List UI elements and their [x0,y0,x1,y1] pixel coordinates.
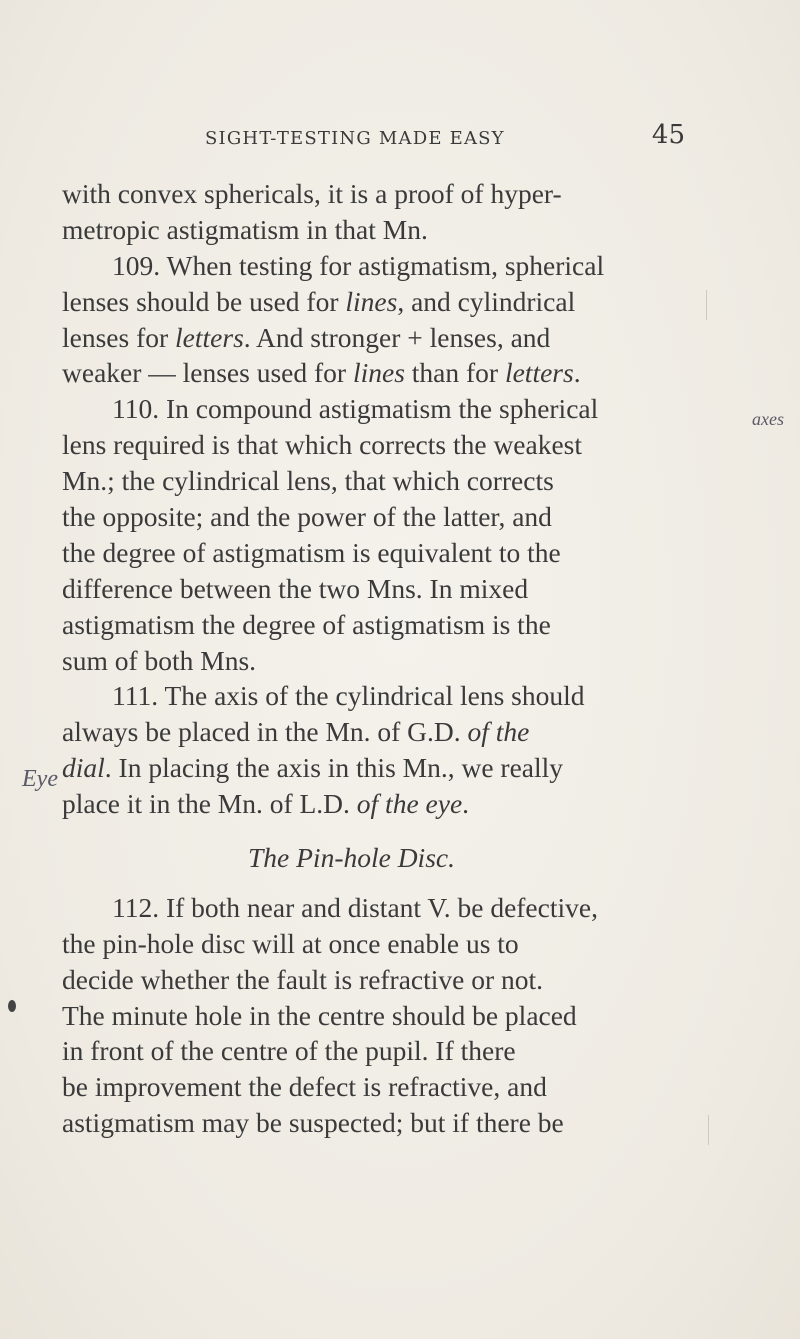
margin-pencil-mark [708,1115,709,1145]
paragraph-110 [62,391,710,678]
text-line: the pin-hole disc will at once enable us to [62,927,519,959]
handwritten-margin-note: Eye [22,766,58,792]
margin-pencil-mark [706,290,707,320]
text-line: metropic astigmatism in that Mn. [62,213,428,245]
text-line: 112. If both near and distant V. be defective, [112,891,598,923]
text-line: decide whether the fault is refractive or not. [62,963,544,995]
text-line: lenses for letters. And stronger + lenses, and [62,321,551,353]
text-line: 111. The axis of the cylindrical lens should [112,680,585,712]
text-line: 110. In compound astigmatism the spherical [112,393,599,425]
text-line: weaker — lenses used for lines than for letters. [62,357,581,389]
text-line: astigmatism the degree of astigmatism is the [62,608,551,640]
text-line: difference between the two Mns. In mixed [62,572,529,604]
page-number: 45 [651,120,685,150]
text-line: lenses should be used for lines, and cylindrical [62,285,576,317]
text-line: sum of both Mns. [62,644,257,676]
page-body [62,176,710,1141]
paragraph-112 [62,890,710,1141]
text-line: always be placed in the Mn. of G.D. of the [62,716,530,748]
text-line: in front of the centre of the pupil. If there [62,1035,516,1067]
text-line: astigmatism may be suspected; but if there be [62,1107,564,1139]
running-head: SIGHT-TESTING MADE EASY [205,128,505,149]
text-line: the opposite; and the power of the latter, and [62,501,552,533]
text-line: 109. When testing for astigmatism, spherical [112,249,605,281]
text-line: Mn.; the cylindrical lens, that which corrects [62,465,554,497]
page-header [205,120,685,156]
text-line: with convex sphericals, it is a proof of hyper- [62,178,562,209]
ink-blot [8,1000,16,1012]
text-line: dial. In placing the axis in this Mn., we really [62,752,564,784]
text-line: the degree of astigmatism is equivalent to the [62,536,561,568]
handwritten-margin-note: axes [752,409,784,429]
text-line: be improvement the defect is refractive, and [62,1071,547,1103]
paragraph-111 [62,678,710,822]
section-title: The Pin-hole Disc. [248,842,455,874]
text-line: lens required is that which corrects the weakest [62,429,583,461]
paragraph-109 [62,248,710,392]
text-line: place it in the Mn. of L.D. of the eye. [62,788,470,820]
text-line: The minute hole in the centre should be placed [62,999,577,1031]
